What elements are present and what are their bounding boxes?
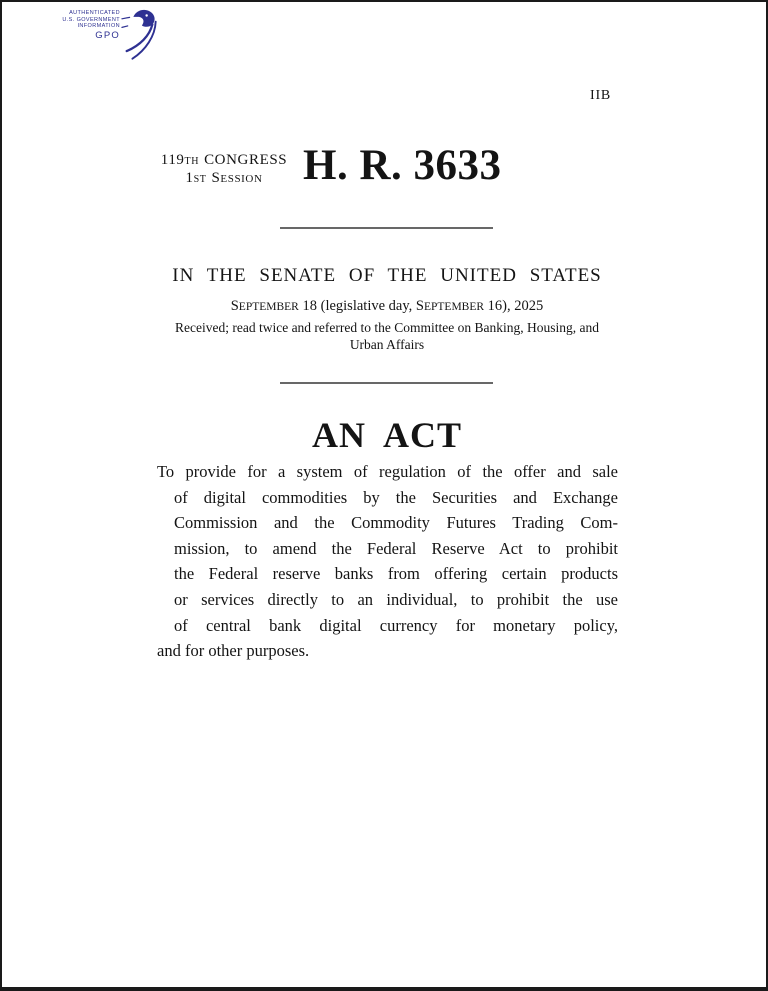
congress-line bbox=[158, 152, 290, 170]
referral-text bbox=[142, 320, 632, 353]
congress-session-block bbox=[158, 152, 290, 188]
gpo-logo-text: GPO bbox=[95, 29, 120, 41]
preamble-line: mission, to amend the Federal Reserve Act to prohibit bbox=[174, 538, 618, 558]
horizontal-rule-bottom bbox=[280, 382, 493, 384]
date-line bbox=[142, 298, 632, 315]
congress-number: 119 bbox=[160, 152, 185, 168]
referral-line: Received; read twice and referred to the Committee on Banking, Housing, and bbox=[175, 320, 599, 335]
chamber-heading: IN THE SENATE OF THE UNITED STATES bbox=[172, 265, 602, 286]
preamble-line: the Federal reserve banks from offering certain products bbox=[174, 564, 618, 584]
date-end: 16), 2025 bbox=[484, 298, 544, 314]
calendar-designation: IIB bbox=[590, 88, 612, 103]
horizontal-rule-top bbox=[280, 227, 493, 229]
gpo-stamp-line: AUTHENTICATED bbox=[69, 10, 120, 16]
gpo-stamp-text bbox=[56, 6, 120, 39]
session-line bbox=[158, 170, 290, 188]
referral-line: Urban Affairs bbox=[349, 336, 425, 352]
gpo-stamp-line: U.S. GOVERNMENT bbox=[62, 16, 120, 23]
month-smallcaps: EPTEMBER bbox=[423, 301, 485, 313]
gpo-stamp-line: INFORMATION bbox=[77, 23, 120, 29]
month-smallcaps: EPTEMBER bbox=[238, 301, 299, 313]
gpo-eagle-icon bbox=[121, 7, 159, 61]
session-ordinal-suffix: ST bbox=[193, 174, 207, 185]
preamble-line: of central bank digital currency for monetary policy, bbox=[174, 615, 618, 635]
congress-word: CONGRESS bbox=[204, 152, 288, 168]
preamble-line: Commission and the Commodity Futures Trading Com- bbox=[174, 513, 618, 533]
month-cap: S bbox=[415, 298, 424, 314]
session-word-rest: ESSION bbox=[220, 173, 263, 185]
congress-ordinal-suffix: TH bbox=[184, 156, 200, 167]
preamble-line: To provide for a system of regulation of the offer and sale bbox=[157, 462, 618, 481]
preamble-text bbox=[157, 459, 618, 664]
month-cap: S bbox=[230, 298, 239, 314]
preamble-line: or services directly to an individual, to prohibit the use bbox=[174, 589, 618, 609]
gpo-authentication-stamp bbox=[56, 6, 159, 61]
date-middle: 18 (legislative day, bbox=[298, 298, 416, 314]
act-heading: AN ACT bbox=[311, 415, 463, 455]
bill-number: H. R. 3633 bbox=[303, 142, 502, 189]
session-word-cap: S bbox=[211, 170, 221, 186]
session-number: 1 bbox=[185, 170, 194, 186]
preamble-line: and for other purposes. bbox=[157, 641, 310, 661]
preamble-line: of digital commodities by the Securities and Exchange bbox=[174, 487, 618, 507]
